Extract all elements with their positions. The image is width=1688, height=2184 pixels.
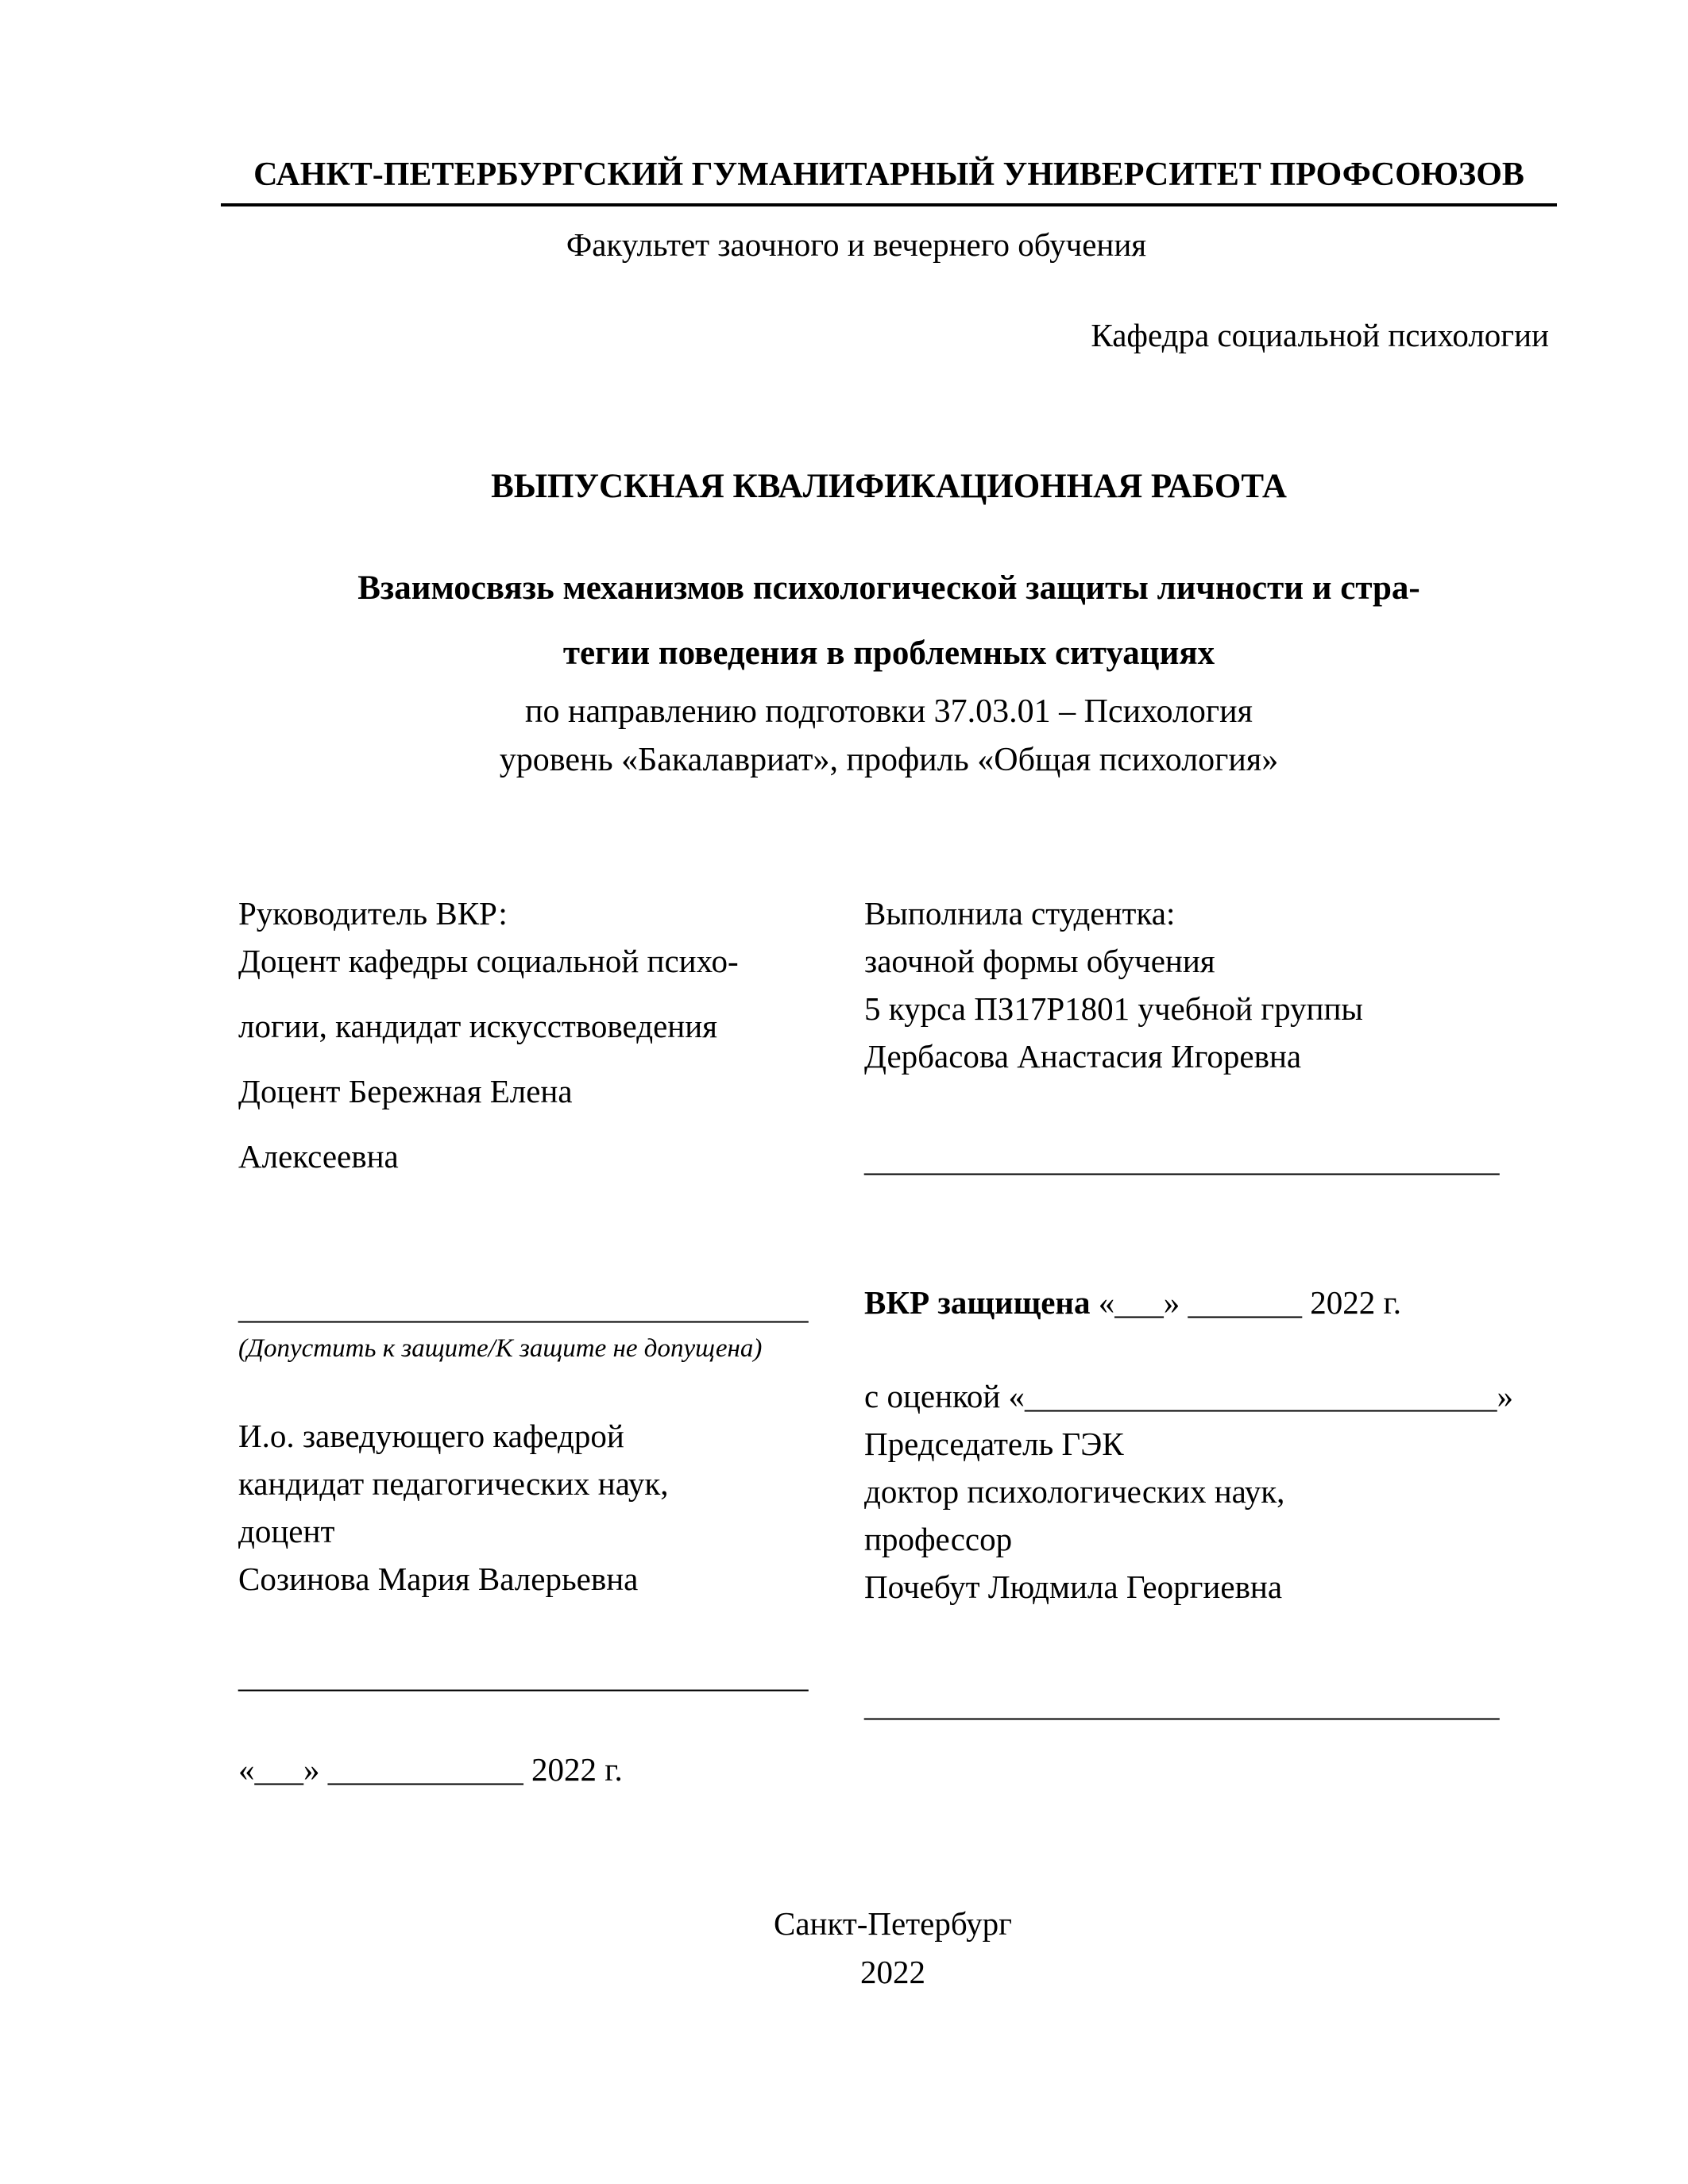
student-name-line: Дербасова Анастасия Игоревна — [864, 1038, 1302, 1075]
faculty-line: Факультет заочного и вечернего обучения — [566, 226, 1147, 263]
committee-chair-line-2: доктор психологических наук, — [864, 1473, 1285, 1510]
defense-date-line — [864, 1279, 1524, 1326]
student-info-line-1: заочной формы обучения — [864, 943, 1215, 979]
footer-year: 2022 — [860, 1954, 925, 1990]
program-line: по направлению подготовки 37.03.01 – Психология — [525, 693, 1253, 730]
thesis-topic-line-1: Взаимосвязь механизмов психологической защиты личности и стра- — [357, 569, 1420, 607]
department-head-line-1: И.о. заведующего кафедрой — [238, 1418, 624, 1454]
supervisor-name-line-1: Доцент Бережная Елена — [238, 1073, 573, 1109]
grade-line: с оценкой «_____________________________» — [864, 1378, 1514, 1414]
department-line: Кафедра социальной психологии — [1091, 317, 1549, 353]
committee-chair-line-4: Почебут Людмила Георгиевна — [864, 1569, 1283, 1605]
department-head-line-2: кандидат педагогических наук, — [238, 1465, 669, 1502]
thesis-topic — [221, 556, 1557, 686]
program-block — [221, 688, 1557, 785]
supervisor-name-line-2: Алексеевна — [238, 1138, 399, 1175]
student-info-line-2: 5 курса ПЗ17Р1801 учебной группы — [864, 990, 1363, 1027]
admission-note: (Допустить к защите/К защите не допущена) — [238, 1334, 763, 1363]
footer-city: Санкт-Петербург — [774, 1905, 1012, 1942]
department-head-signature-line: ___________________________________ — [238, 1657, 809, 1694]
supervisor-role-line-1: Доцент кафедры социальной психо- — [238, 943, 739, 979]
university-name: САНКТ-ПЕТЕРБУРГСКИЙ ГУМАНИТАРНЫЙ УНИВЕРСИТЕТ ПРОФСОЮЗОВ — [253, 156, 1524, 193]
committee-chair-line-3: профессор — [864, 1521, 1013, 1557]
student-signature-line: _______________________________________ — [864, 1141, 1500, 1178]
defense-date-blanks: «___» _______ 2022 г. — [1090, 1284, 1401, 1321]
footer-block — [221, 1900, 1565, 1997]
thesis-topic-line-2: тегии поведения в проблемных ситуациях — [562, 635, 1215, 672]
work-type-heading: ВЫПУСКНАЯ КВАЛИФИКАЦИОННАЯ РАБОТА — [491, 468, 1287, 505]
department-head-line-3: доцент — [238, 1513, 335, 1549]
student-column — [864, 889, 1524, 1728]
university-header — [221, 156, 1557, 206]
admission-date-line: «___» ____________ 2022 г. — [238, 1751, 623, 1788]
supervisor-column — [238, 889, 858, 1793]
student-heading: Выполнила студентка: — [864, 895, 1176, 932]
committee-chair-line-1: Председатель ГЭК — [864, 1426, 1124, 1462]
supervisor-role-line-2: логии, кандидат искусствоведения — [238, 1008, 718, 1044]
level-line: уровень «Бакалавриат», профиль «Общая психология» — [499, 742, 1279, 778]
defense-label: ВКР защищена — [864, 1284, 1091, 1321]
supervisor-heading: Руководитель ВКР: — [238, 895, 508, 932]
admission-signature-line: ___________________________________ — [238, 1289, 809, 1325]
chair-signature-line: _______________________________________ — [864, 1686, 1500, 1723]
department-head-line-4: Созинова Мария Валерьевна — [238, 1561, 639, 1597]
